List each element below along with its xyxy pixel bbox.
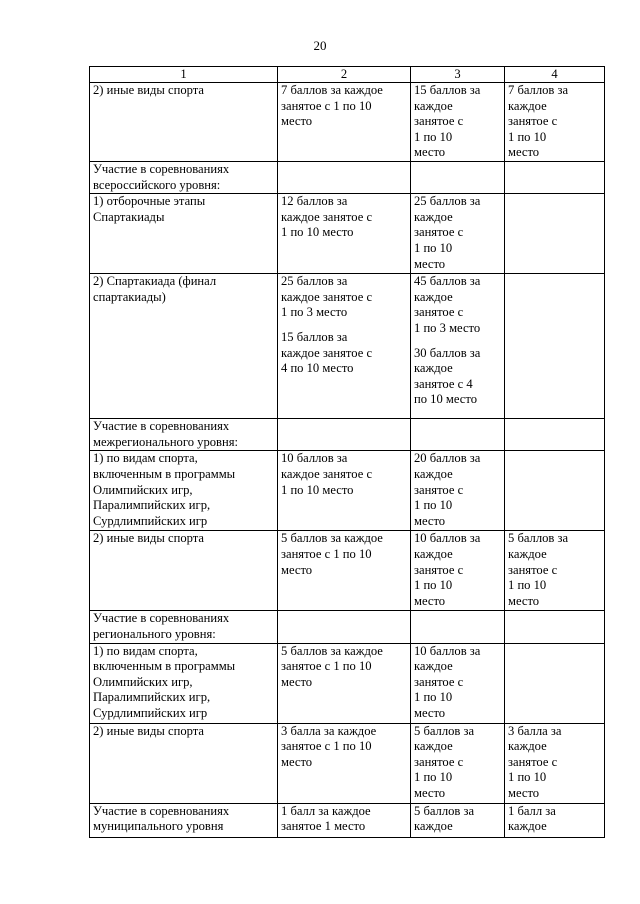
table-row (90, 451, 605, 531)
sport-category-cell: 1) по видам спорта, включенным в программы Олимпийских игр, Паралимпийских игр, Сурдлимпийских игр (90, 643, 278, 723)
sport-category-cell: 1) по видам спорта, включенным в программы Олимпийских игр, Паралимпийских игр, Сурдлимпийских игр (90, 451, 278, 531)
scoring-table (89, 66, 605, 838)
section-heading-cell: Участие в соревнованиях регионального уровня: (90, 611, 278, 643)
points-cell (411, 611, 505, 643)
points-cell: 5 баллов за каждое занятое с 1 по 10 место (278, 531, 411, 611)
points-cell: 25 баллов за каждое занятое с 1 по 10 место (411, 194, 505, 274)
section-heading-cell: Участие в соревнованиях всероссийского уровня: (90, 161, 278, 193)
table-row (90, 723, 605, 803)
table-row (90, 194, 605, 274)
table-row (90, 161, 605, 193)
points-cell: 10 баллов за каждое занятое с 1 по 10 место (411, 643, 505, 723)
header-cell: 1 (90, 67, 278, 83)
table-row (90, 274, 605, 419)
sport-category-cell: 2) иные виды спорта (90, 83, 278, 162)
header-cell: 4 (505, 67, 605, 83)
points-cell (505, 451, 605, 531)
points-cell (505, 194, 605, 274)
table-row (90, 531, 605, 611)
points-cell: 3 балла за каждое занятое с 1 по 10 место (505, 723, 605, 803)
points-text: 15 баллов за каждое занятое с 4 по 10 место (281, 329, 373, 376)
points-cell (278, 274, 411, 419)
points-cell: 5 баллов за каждое занятое с 1 по 10 место (505, 531, 605, 611)
table-row (90, 83, 605, 162)
sport-category-cell: 2) иные виды спорта (90, 723, 278, 803)
points-cell: 10 баллов за каждое занятое с 1 по 10 место (278, 451, 411, 531)
table-row (90, 419, 605, 451)
points-cell: 1 балл за каждое (505, 803, 605, 837)
sport-category-cell: 2) иные виды спорта (90, 531, 278, 611)
points-cell: 3 балла за каждое занятое с 1 по 10 место (278, 723, 411, 803)
points-cell (278, 419, 411, 451)
points-cell (411, 274, 505, 419)
points-cell (505, 161, 605, 193)
points-cell: 7 баллов за каждое занятое с 1 по 10 место (505, 83, 605, 162)
points-cell: 12 баллов за каждое занятое с 1 по 10 место (278, 194, 411, 274)
points-cell (411, 419, 505, 451)
points-cell: 5 баллов за каждое занятое с 1 по 10 место (411, 723, 505, 803)
points-cell: 5 баллов за каждое (411, 803, 505, 837)
points-cell (411, 161, 505, 193)
points-cell (505, 611, 605, 643)
page-number: 20 (313, 38, 327, 53)
points-text: 45 баллов за каждое занятое с 1 по 3 место (414, 274, 481, 335)
points-cell: 10 баллов за каждое занятое с 1 по 10 место (411, 531, 505, 611)
points-cell (278, 161, 411, 193)
points-cell (505, 643, 605, 723)
table-row (90, 611, 605, 643)
header-cell: 3 (411, 67, 505, 83)
points-cell (505, 274, 605, 419)
table-header-row (90, 67, 605, 83)
points-text: 30 баллов за каждое занятое с 4 по 10 место (414, 345, 481, 407)
header-cell: 2 (278, 67, 411, 83)
points-cell: 1 балл за каждое занятое 1 место (278, 803, 411, 837)
points-text: 25 баллов за каждое занятое с 1 по 3 место (281, 274, 373, 320)
sport-category-cell: 1) отборочные этапы Спартакиады (90, 194, 278, 274)
points-cell: 15 баллов за каждое занятое с 1 по 10 место (411, 83, 505, 162)
section-heading-cell: Участие в соревнованиях межрегионального уровня: (90, 419, 278, 451)
table-row (90, 803, 605, 837)
points-cell (278, 611, 411, 643)
points-cell: 20 баллов за каждое занятое с 1 по 10 место (411, 451, 505, 531)
section-heading-cell: Участие в соревнованиях муниципального уровня (90, 803, 278, 837)
table-row (90, 643, 605, 723)
points-cell: 7 баллов за каждое занятое с 1 по 10 место (278, 83, 411, 162)
points-cell (505, 419, 605, 451)
sport-category-cell: 2) Спартакиада (финал спартакиады) (90, 274, 278, 419)
points-cell: 5 баллов за каждое занятое с 1 по 10 место (278, 643, 411, 723)
